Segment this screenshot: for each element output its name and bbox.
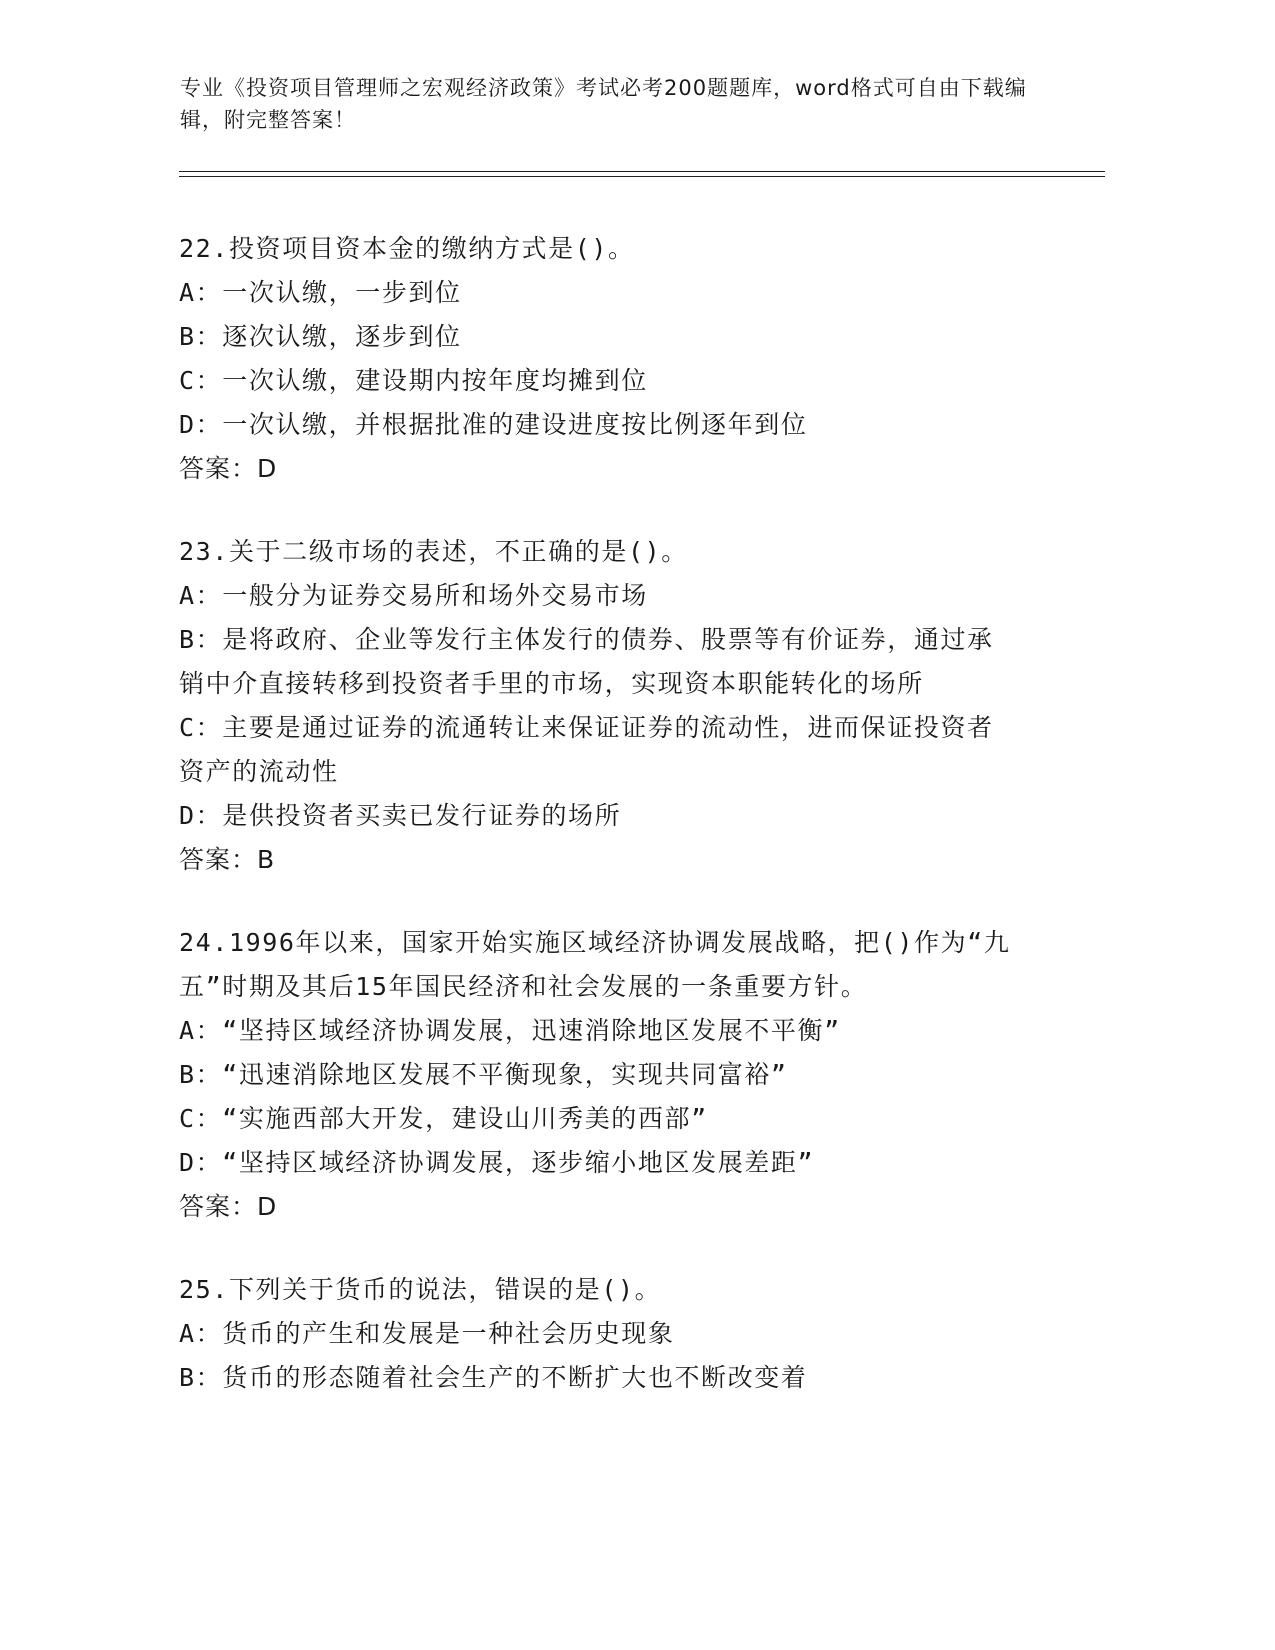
option-b: B：“迅速消除地区发展不平衡现象，实现共同富裕” [179,1060,788,1089]
answer-line: 答案：D [179,1192,278,1221]
option-d: D：“坚持区域经济协调发展，逐步缩小地区发展差距” [179,1148,815,1177]
option-a: A：货币的产生和发展是一种社会历史现象 [179,1319,675,1348]
question-stem: 22.投资项目资本金的缴纳方式是()。 [179,234,635,263]
question-stem: 23.关于二级市场的表述，不正确的是()。 [179,537,688,566]
answer-line: 答案：D [179,454,278,483]
option-b: B：是将政府、企业等发行主体发行的债券、股票等有价证券，通过承 [179,625,994,654]
option-c: C：“实施西部大开发，建设山川秀美的西部” [179,1104,708,1133]
header-divider-bottom [179,176,1105,177]
question-stem: 25.下列关于货币的说法，错误的是()。 [179,1275,662,1304]
option-d: D：是供投资者买卖已发行证券的场所 [179,801,622,830]
question-list [179,227,1049,1439]
question-stem: 24.1996年以来，国家开始实施区域经济协调发展战略，把()作为“九 [179,928,1011,957]
answer-line: 答案：B [179,845,276,874]
option-b: B：货币的形态随着社会生产的不断扩大也不断改变着 [179,1363,808,1392]
question-24 [179,921,1049,1229]
option-a: A：一般分为证券交易所和场外交易市场 [179,581,648,610]
question-25 [179,1268,1049,1400]
header-divider-top [179,171,1105,172]
option-c-continued: 资产的流动性 [179,757,339,786]
question-23 [179,530,1049,882]
option-a: A：一次认缴，一步到位 [179,278,462,307]
option-d: D：一次认缴，并根据批准的建设进度按比例逐年到位 [179,410,808,439]
question-stem-continued: 五”时期及其后15年国民经济和社会发展的一条重要方针。 [179,972,868,1001]
document-header: 专业《投资项目管理师之宏观经济政策》考试必考200题题库，word格式可自由下载编辑，附完整答案！ [180,76,1027,132]
option-a: A：“坚持区域经济协调发展，迅速消除地区发展不平衡” [179,1016,841,1045]
option-c: C：主要是通过证券的流通转让来保证证券的流动性，进而保证投资者 [179,713,994,742]
option-b-continued: 销中介直接转移到投资者手里的市场，实现资本职能转化的场所 [179,669,924,698]
option-c: C：一次认缴，建设期内按年度均摊到位 [179,366,648,395]
option-b: B：逐次认缴，逐步到位 [179,322,462,351]
question-22 [179,227,1049,491]
